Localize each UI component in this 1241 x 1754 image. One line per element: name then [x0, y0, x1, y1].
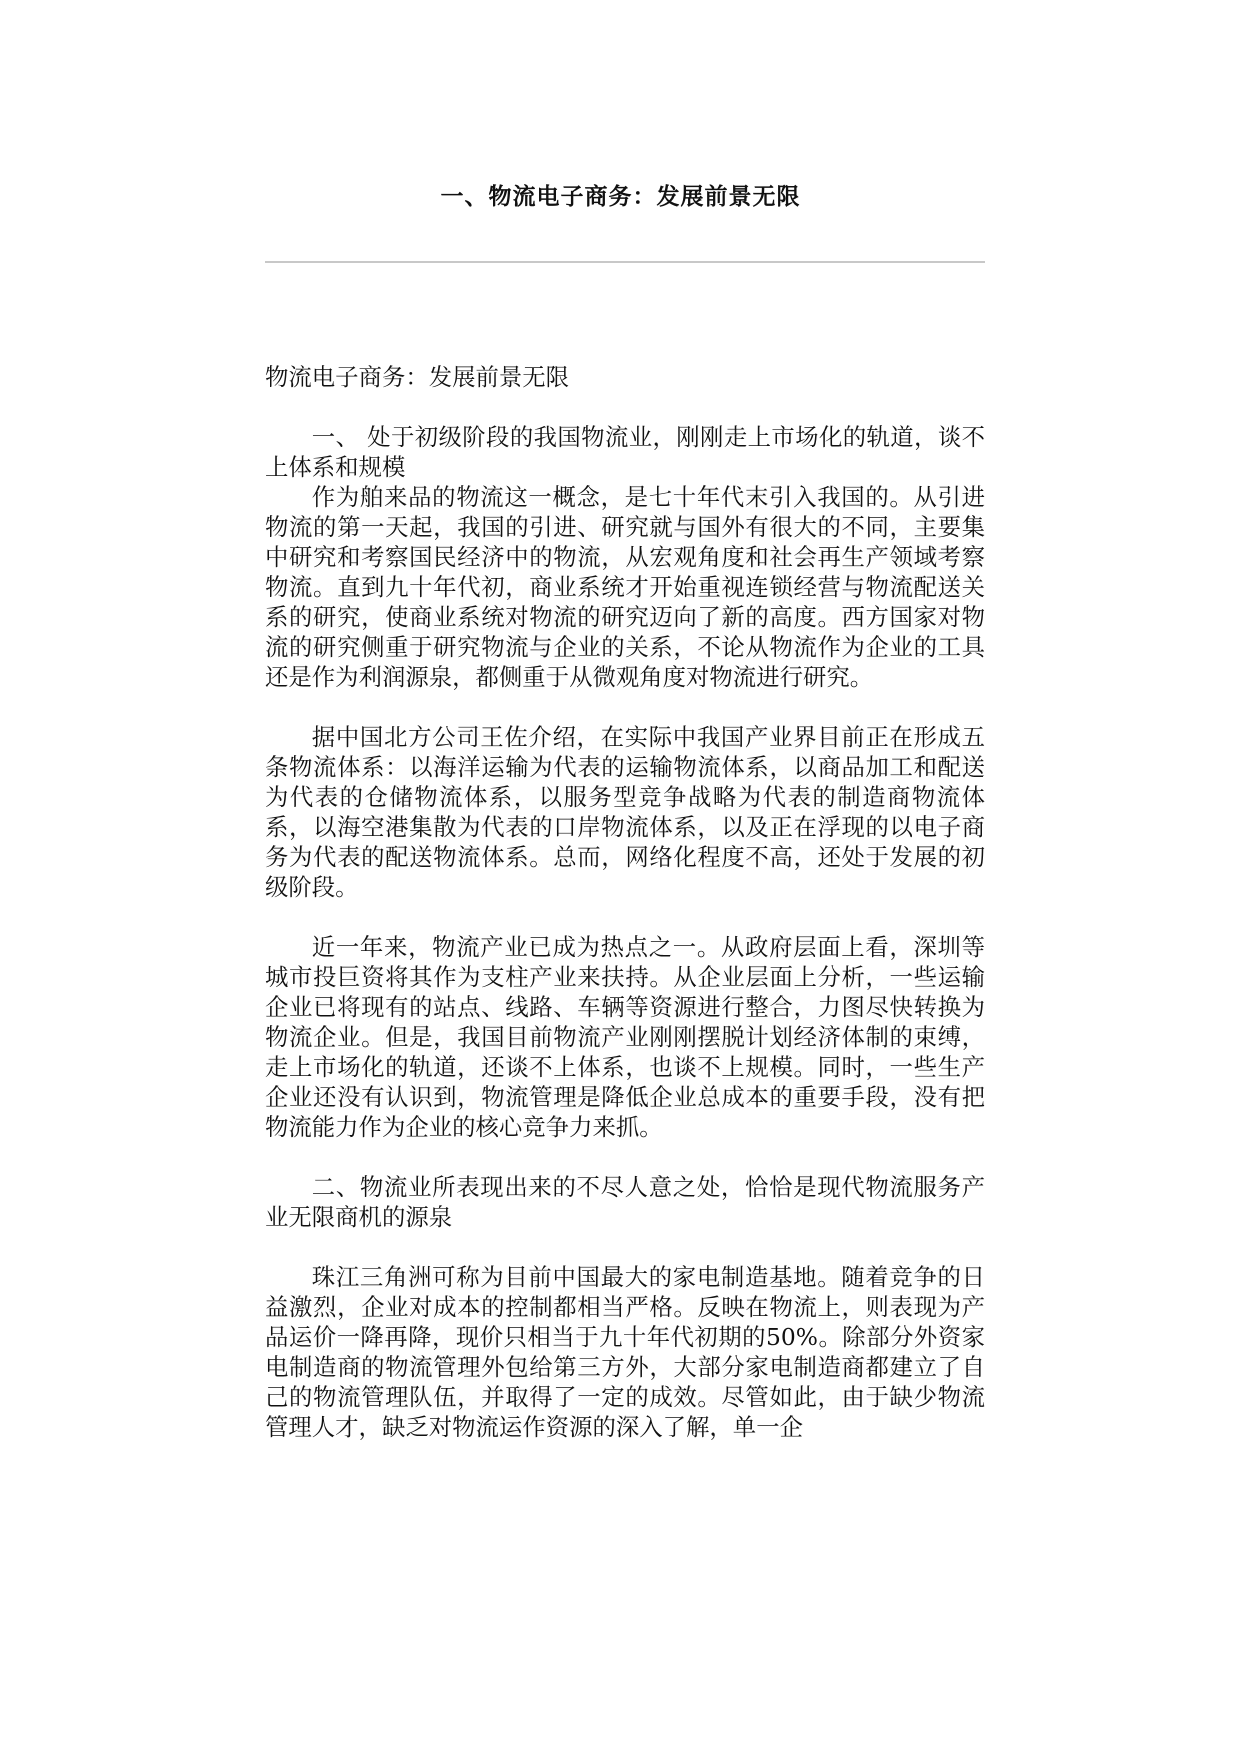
document-title: 一、物流电子商务：发展前景无限: [440, 184, 801, 210]
body-paragraph: 据中国北方公司王佐介绍，在实际中我国产业界目前正在形成五条物流体系：以海洋运输为代表的运输物流体系，以商品加工和配送为代表的仓储物流体系，以服务型竞争战略为代表的制造商物流体系，以海空港集散为代表的口岸物流体系，以及正在浮现的以电子商务为代表的配送物流体系。总而，网络化程度不高，还处于发展的初级阶段。: [265, 723, 985, 901]
body-paragraph: 作为舶来品的物流这一概念，是七十年代末引入我国的。从引进物流的第一天起，我国的引进、研究就与国外有很大的不同，主要集中研究和考察国民经济中的物流，从宏观角度和社会再生产领域考察物流。直到九十年代初，商业系统才开始重视连锁经营与物流配送关系的研究，使商业系统对物流的研究迈向了新的高度。西方国家对物流的研究侧重于研究物流与企业的关系，不论从物流作为企业的工具还是作为利润源泉，都侧重于从微观角度对物流进行研究。: [265, 483, 985, 691]
body-paragraph: 珠江三角洲可称为目前中国最大的家电制造基地。随着竞争的日益激烈，企业对成本的控制都相当严格。反映在物流上，则表现为产品运价一降再降，现价只相当于九十年代初期的50%。除部分外资家电制造商的物流管理外包给第三方外，大部分家电制造商都建立了自己的物流管理队伍，并取得了一定的成效。尽管如此，由于缺少物流管理人才，缺乏对物流运作资源的深入了解，单一企: [265, 1263, 985, 1441]
article-subtitle: 物流电子商务：发展前景无限: [265, 363, 570, 391]
body-paragraph: 近一年来，物流产业已成为热点之一。从政府层面上看，深圳等城市投巨资将其作为支柱产业来扶持。从企业层面上分析，一些运输企业已将现有的站点、线路、车辆等资源进行整合，力图尽快转换为物流企业。但是，我国目前物流产业刚刚摆脱计划经济体制的束缚，走上市场化的轨道，还谈不上体系，也谈不上规模。同时，一些生产企业还没有认识到，物流管理是降低企业总成本的重要手段，没有把物流能力作为企业的核心竞争力来抓。: [265, 933, 985, 1141]
section-heading-1: 一、 处于初级阶段的我国物流业，刚刚走上市场化的轨道，谈不上体系和规模: [265, 423, 985, 481]
document-body: [265, 362, 985, 1442]
title-divider: [265, 261, 985, 263]
section-heading-2: 二、物流业所表现出来的不尽人意之处，恰恰是现代物流服务产业无限商机的源泉: [265, 1173, 985, 1231]
